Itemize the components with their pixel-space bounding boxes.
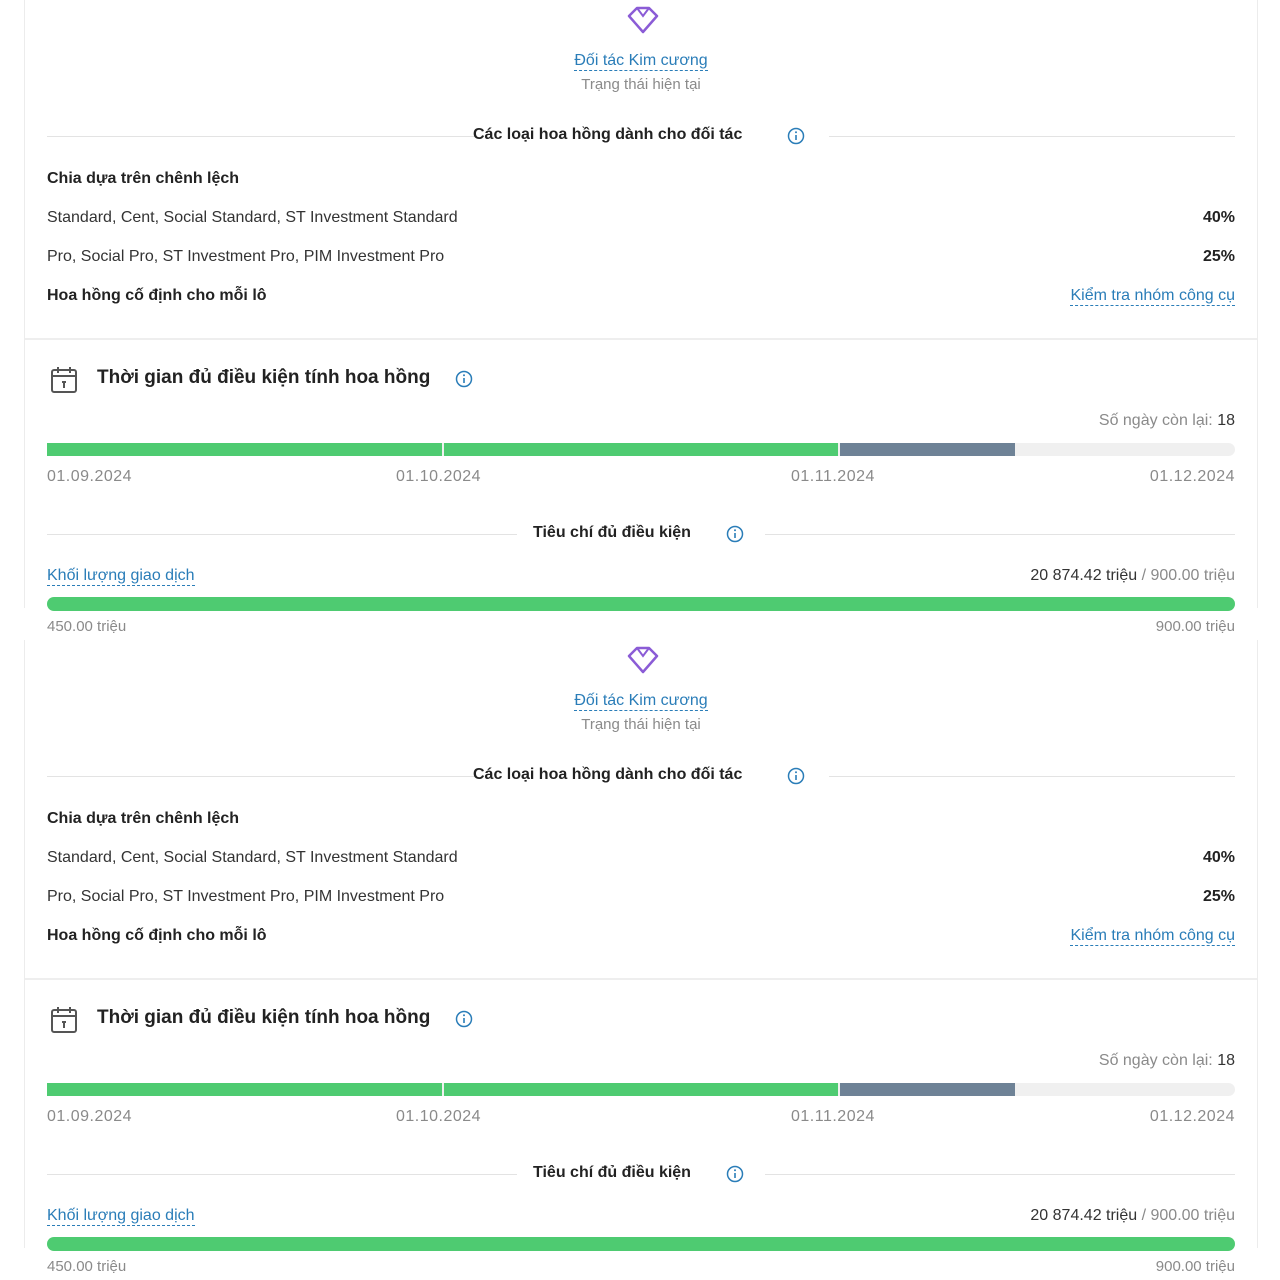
period-progress-month-2 <box>444 443 838 456</box>
trading-volume-value: 20 874.42 triệu / 900.00 triệu <box>1030 1207 1235 1224</box>
trading-volume-value: 20 874.42 triệu / 900.00 triệu <box>1030 567 1235 584</box>
divider <box>765 534 1235 535</box>
volume-progress-bar <box>47 597 1235 611</box>
info-icon[interactable] <box>787 767 805 785</box>
period-progress-bar <box>47 443 1235 456</box>
partner-status-link[interactable]: Đối tác Kim cương <box>574 692 708 709</box>
commission-row-label: Pro, Social Pro, ST Investment Pro, PIM Investment Pro <box>47 248 445 265</box>
volume-scale-min: 450.00 triệu <box>47 618 127 635</box>
info-icon[interactable] <box>787 127 805 145</box>
criteria-heading: Tiêu chí đủ điều kiện <box>533 524 691 541</box>
period-progress-month-1 <box>47 443 442 456</box>
divider <box>47 534 517 535</box>
period-date: 01.11.2024 <box>791 468 875 485</box>
partner-panel-1 <box>24 0 1258 635</box>
divider <box>829 136 1235 137</box>
info-icon[interactable] <box>726 1165 744 1183</box>
section-divider <box>25 338 1257 340</box>
diamond-icon <box>621 642 665 676</box>
qualifying-period-title: Thời gian đủ điều kiện tính hoa hồng <box>97 1007 431 1028</box>
calendar-icon <box>49 1005 79 1035</box>
days-left: Số ngày còn lại: 18 <box>1098 1052 1235 1069</box>
divider <box>47 136 477 137</box>
period-progress-month-1 <box>47 1083 442 1096</box>
commission-row-value: 40% <box>1202 849 1235 866</box>
fixed-commission-title: Hoa hồng cố định cho mỗi lô <box>47 927 267 944</box>
volume-scale-max: 900.00 triệu <box>1155 1258 1235 1275</box>
commission-row-value: 25% <box>1202 248 1235 265</box>
info-icon[interactable] <box>726 525 744 543</box>
spread-title: Chia dựa trên chênh lệch <box>47 810 240 827</box>
commission-row-value: 40% <box>1202 209 1235 226</box>
period-progress-current <box>840 443 1015 456</box>
period-date-end: 01.12.2024 <box>1149 1108 1235 1125</box>
volume-progress-bar <box>47 1237 1235 1251</box>
period-date-start: 01.09.2024 <box>47 1108 133 1125</box>
days-left: Số ngày còn lại: 18 <box>1098 412 1235 429</box>
divider <box>765 1174 1235 1175</box>
commission-row-label: Standard, Cent, Social Standard, ST Investment Standard <box>47 849 458 866</box>
fixed-commission-title: Hoa hồng cố định cho mỗi lô <box>47 287 267 304</box>
period-progress-bar <box>47 1083 1235 1096</box>
divider <box>47 776 477 777</box>
commission-row-value: 25% <box>1202 888 1235 905</box>
qualifying-period-title: Thời gian đủ điều kiện tính hoa hồng <box>97 367 431 388</box>
info-icon[interactable] <box>455 1010 473 1028</box>
partner-panel-2 <box>24 640 1258 1275</box>
period-progress-month-2 <box>444 1083 838 1096</box>
period-date-end: 01.12.2024 <box>1149 468 1235 485</box>
period-date: 01.10.2024 <box>396 468 482 485</box>
calendar-icon <box>49 365 79 395</box>
info-icon[interactable] <box>455 370 473 388</box>
divider <box>829 776 1235 777</box>
volume-scale-max: 900.00 triệu <box>1155 618 1235 635</box>
period-date-start: 01.09.2024 <box>47 468 133 485</box>
divider <box>47 1174 517 1175</box>
partner-status-subtitle: Trạng thái hiện tại <box>581 716 701 733</box>
check-instrument-group-link[interactable]: Kiểm tra nhóm công cụ <box>1070 287 1235 304</box>
partner-status-link[interactable]: Đối tác Kim cương <box>574 52 708 69</box>
period-date: 01.10.2024 <box>396 1108 482 1125</box>
period-date: 01.11.2024 <box>791 1108 875 1125</box>
check-instrument-group-link[interactable]: Kiểm tra nhóm công cụ <box>1070 927 1235 944</box>
period-progress-current <box>840 1083 1015 1096</box>
trading-volume-link[interactable]: Khối lượng giao dịch <box>47 1207 195 1224</box>
partner-status-subtitle: Trạng thái hiện tại <box>581 76 701 93</box>
spread-title: Chia dựa trên chênh lệch <box>47 170 240 187</box>
section-divider <box>25 978 1257 980</box>
commission-types-heading: Các loại hoa hồng dành cho đối tác <box>473 126 743 143</box>
criteria-heading: Tiêu chí đủ điều kiện <box>533 1164 691 1181</box>
diamond-icon <box>621 2 665 36</box>
trading-volume-link[interactable]: Khối lượng giao dịch <box>47 567 195 584</box>
commission-row-label: Pro, Social Pro, ST Investment Pro, PIM Investment Pro <box>47 888 445 905</box>
commission-types-heading: Các loại hoa hồng dành cho đối tác <box>473 766 743 783</box>
volume-scale-min: 450.00 triệu <box>47 1258 127 1275</box>
commission-row-label: Standard, Cent, Social Standard, ST Investment Standard <box>47 209 458 226</box>
